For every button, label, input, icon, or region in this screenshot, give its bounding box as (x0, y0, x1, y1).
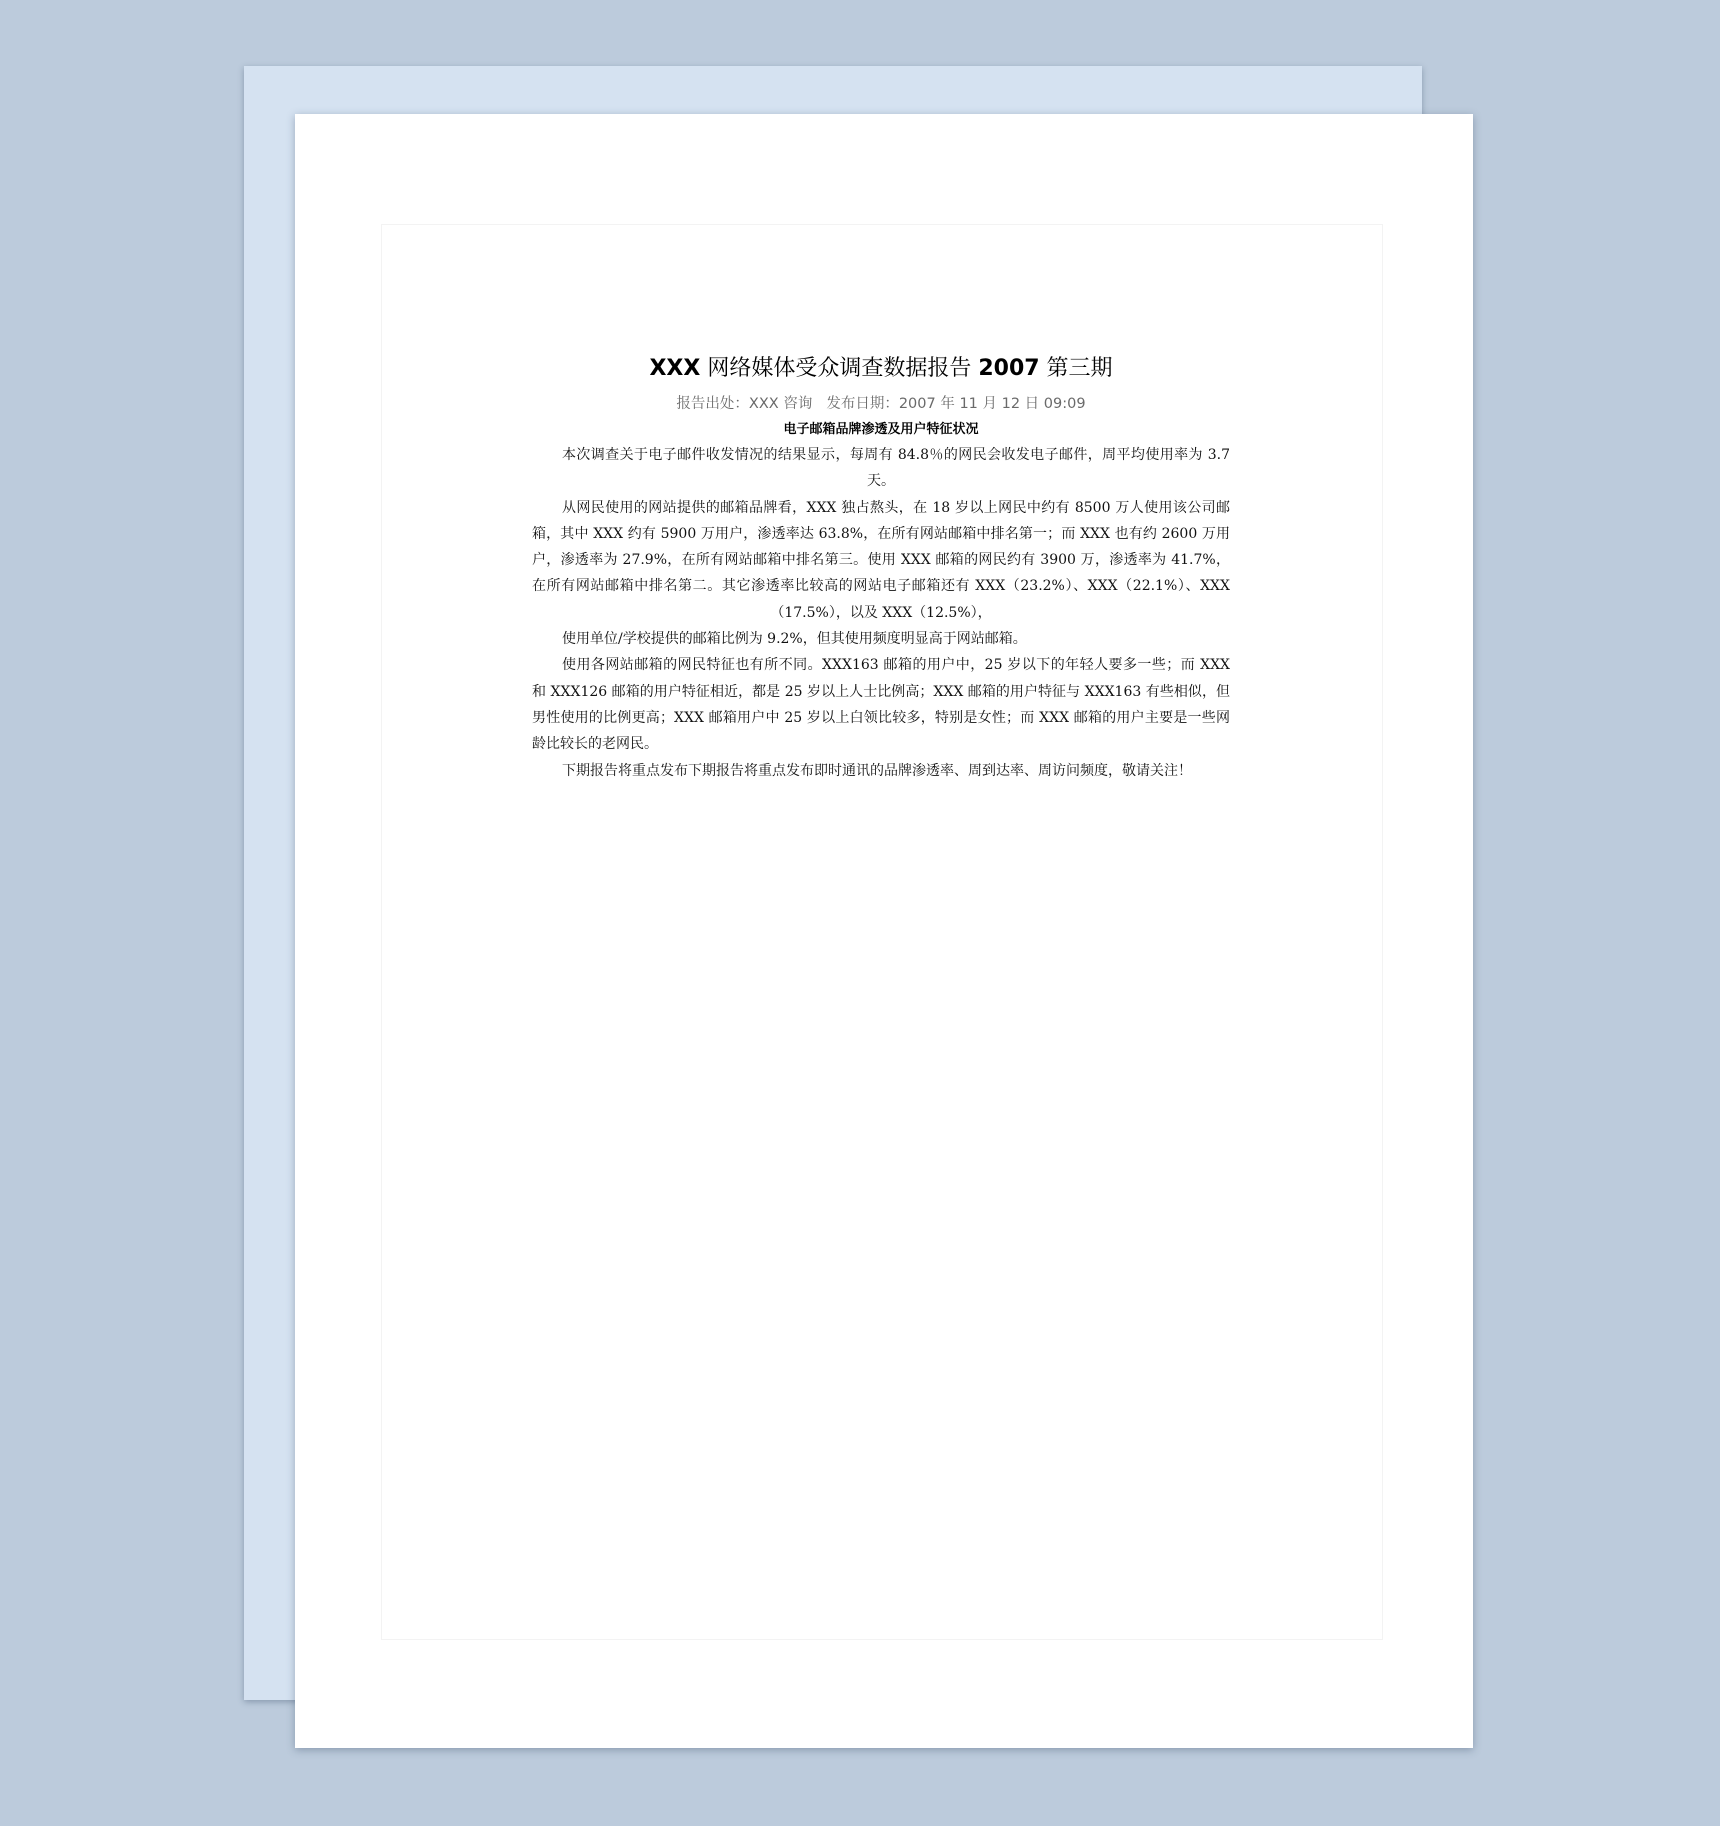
paragraph: 本次调查关于电子邮件收发情况的结果显示，每周有 84.8％的网民会收发电子邮件，周平均使用率为 3.7 天。 (562, 447, 1230, 490)
paragraph: 使用单位/学校提供的邮箱比例为 9.2%，但其使用频度明显高于网站邮箱。 (562, 631, 1027, 648)
title-middle: 网络媒体受众调查数据报告 (700, 356, 979, 381)
report-date: 发布日期：2007 年 11 月 12 日 09:09 (826, 396, 1086, 412)
paragraph: 下期报告将重点发布下期报告将重点发布即时通讯的品牌渗透率、周到达率、周访问频度，敬请关注！ (562, 762, 1192, 779)
paragraph: 从网民使用的网站提供的邮箱品牌看，XXX 独占熬头，在 18 岁以上网民中约有 8500 万人使用该公司邮箱，其中 XXX 约有 5900 万用户，渗透率达 63.8%，在所有网站邮箱中排名第一；而 XXX 也有约 2600 万用户，渗透率为 27.9%，在所有网站邮箱中排名第三。使用 XXX 邮箱的网民约有 3900 万，渗透率为 41.7%，在所有网站邮箱中排名第二。其它渗透率比较高的网站电子邮箱还有 XXX（23.2%）、XXX（22.1%）、XXX（17.5%），以及 XXX（12.5%）， (532, 499, 1230, 621)
report-source: 报告出处：XXX 咨询 (676, 396, 813, 412)
document-page (295, 114, 1473, 1748)
title-suffix: 第三期 (1039, 356, 1113, 381)
document-content (532, 353, 1230, 784)
report-meta (532, 392, 1230, 416)
title-year: 2007 (978, 356, 1040, 381)
paragraph: 使用各网站邮箱的网民特征也有所不同。XXX163 邮箱的用户中，25 岁以下的年轻人要多一些；而 XXX 和 XXX126 邮箱的用户特征相近，都是 25 岁以上人士比例高；XXX 邮箱的用户特征与 XXX163 有些相似，但男性使用的比例更高；XXX 邮箱用户中 25 岁以上白领比较多，特别是女性；而 XXX 邮箱的用户主要是一些网龄比较长的老网民。 (532, 657, 1230, 753)
section-subtitle: 电子邮箱品牌渗透及用户特征状况 (783, 422, 979, 437)
title-prefix: XXX (649, 356, 701, 381)
document-title (532, 353, 1230, 385)
